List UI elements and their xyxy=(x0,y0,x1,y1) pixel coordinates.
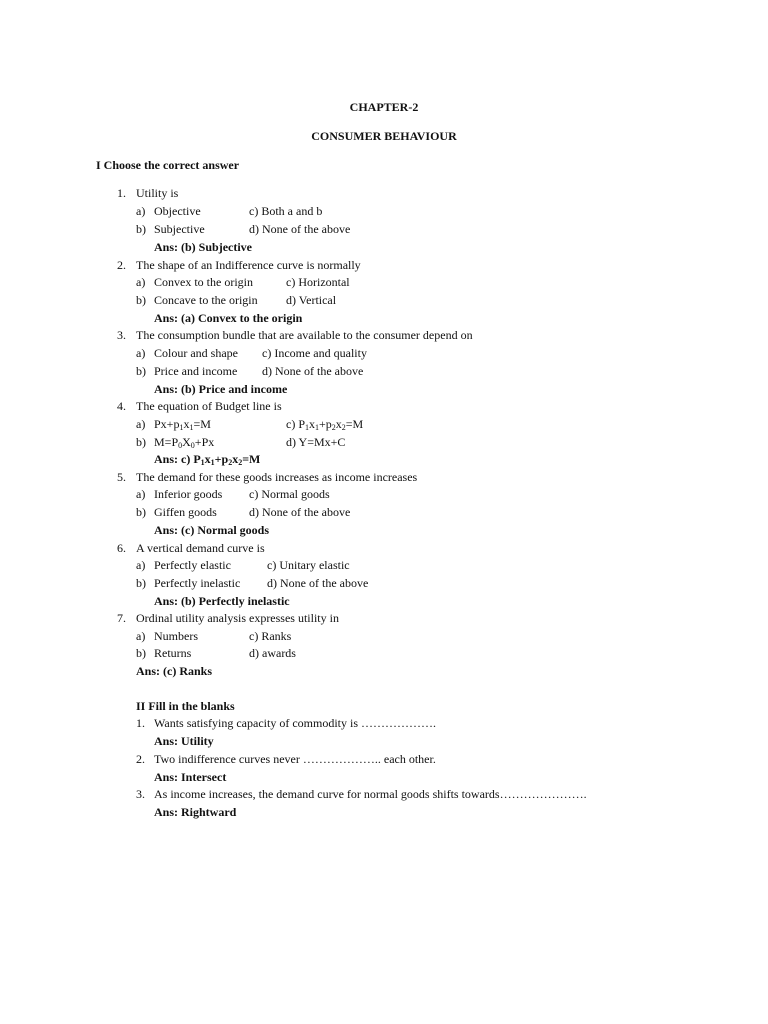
question-text: Ordinal utility analysis expresses utility in xyxy=(136,611,339,625)
option-d: d) None of the above xyxy=(267,576,369,590)
answer: Ans: (b) Price and income xyxy=(154,382,288,396)
question-text: The equation of Budget line is xyxy=(136,399,282,413)
option-c: c) Both a and b xyxy=(249,204,323,218)
option-marker: b) xyxy=(136,646,146,660)
chapter-title: CONSUMER BEHAVIOUR xyxy=(311,129,457,143)
option-marker: b) xyxy=(136,222,146,236)
question-text: Wants satisfying capacity of commodity is ………………. xyxy=(154,716,436,730)
option-marker: b) xyxy=(136,293,146,307)
option-c: c) Ranks xyxy=(249,629,292,643)
option-marker: a) xyxy=(136,346,146,360)
question-text: The demand for these goods increases as income increases xyxy=(136,470,418,484)
option-marker: a) xyxy=(136,487,146,501)
option-b: Price and income xyxy=(154,364,238,378)
option-b: Concave to the origin xyxy=(154,293,258,307)
question-number: 4. xyxy=(117,399,126,413)
option-a: Numbers xyxy=(154,629,198,643)
option-b: Perfectly inelastic xyxy=(154,576,241,590)
option-marker: b) xyxy=(136,435,146,449)
option-c: c) Normal goods xyxy=(249,487,330,501)
answer: Ans: (c) Normal goods xyxy=(154,523,269,537)
option-marker: a) xyxy=(136,558,146,572)
section-heading-blanks: II Fill in the blanks xyxy=(136,699,235,713)
option-a: Objective xyxy=(154,204,201,218)
option-d: d) None of the above xyxy=(249,505,351,519)
answer: Ans: (a) Convex to the origin xyxy=(154,311,303,325)
option-marker: a) xyxy=(136,629,146,643)
answer: Ans: (b) Perfectly inelastic xyxy=(154,594,290,608)
option-marker: b) xyxy=(136,576,146,590)
option-c: c) Income and quality xyxy=(262,346,367,360)
question-number: 2. xyxy=(136,752,145,766)
option-d: d) awards xyxy=(249,646,296,660)
option-b: Giffen goods xyxy=(154,505,217,519)
option-d: d) None of the above xyxy=(249,222,351,236)
option-b: Returns xyxy=(154,646,192,660)
question-number: 1. xyxy=(136,716,145,730)
option-marker: a) xyxy=(136,204,146,218)
option-a: Perfectly elastic xyxy=(154,558,231,572)
answer: Ans: Intersect xyxy=(154,770,227,784)
option-d: d) None of the above xyxy=(262,364,364,378)
option-c: c) Unitary elastic xyxy=(267,558,350,572)
question-number: 1. xyxy=(117,186,126,200)
option-a: Convex to the origin xyxy=(154,275,253,289)
option-b: Subjective xyxy=(154,222,205,236)
question-text: A vertical demand curve is xyxy=(136,541,265,555)
answer: Ans: Rightward xyxy=(154,805,237,819)
option-d: d) Vertical xyxy=(286,293,337,307)
question-number: 7. xyxy=(117,611,126,625)
answer: Ans: (c) Ranks xyxy=(136,664,213,678)
option-d: d) Y=Mx+C xyxy=(286,435,346,449)
option-marker: b) xyxy=(136,505,146,519)
section-heading-mcq: I Choose the correct answer xyxy=(96,158,240,172)
question-text: The shape of an Indifference curve is normally xyxy=(136,258,361,272)
answer: Ans: c) $P_1x_1+p_2x_2=M$ xyxy=(154,452,261,467)
chapter-label: CHAPTER-2 xyxy=(349,100,419,114)
question-number: 5. xyxy=(117,470,126,484)
question-number: 3. xyxy=(136,787,145,801)
answer: Ans: Utility xyxy=(154,734,214,748)
question-number: 3. xyxy=(117,328,126,342)
question-number: 6. xyxy=(117,541,126,555)
question-number: 2. xyxy=(117,258,126,272)
option-c: c) Horizontal xyxy=(286,275,350,289)
question-text: The consumption bundle that are available to the consumer depend on xyxy=(136,328,473,342)
option-marker: a) xyxy=(136,417,146,431)
option-b: $M=P_0X_0+Px$ xyxy=(154,435,215,450)
option-a: $Px+p_1x_1=M$ xyxy=(154,417,211,432)
answer: Ans: (b) Subjective xyxy=(154,240,252,254)
question-text: Two indifference curves never ……………….. each other. xyxy=(154,752,436,766)
question-text: As income increases, the demand curve for normal goods shifts towards…………………. xyxy=(154,787,587,801)
option-a: Inferior goods xyxy=(154,487,223,501)
question-text: Utility is xyxy=(136,186,179,200)
option-c: c) $P_1x_1+p_2x_2=M$ xyxy=(286,417,364,432)
option-marker: b) xyxy=(136,364,146,378)
option-marker: a) xyxy=(136,275,146,289)
option-a: Colour and shape xyxy=(154,346,238,360)
